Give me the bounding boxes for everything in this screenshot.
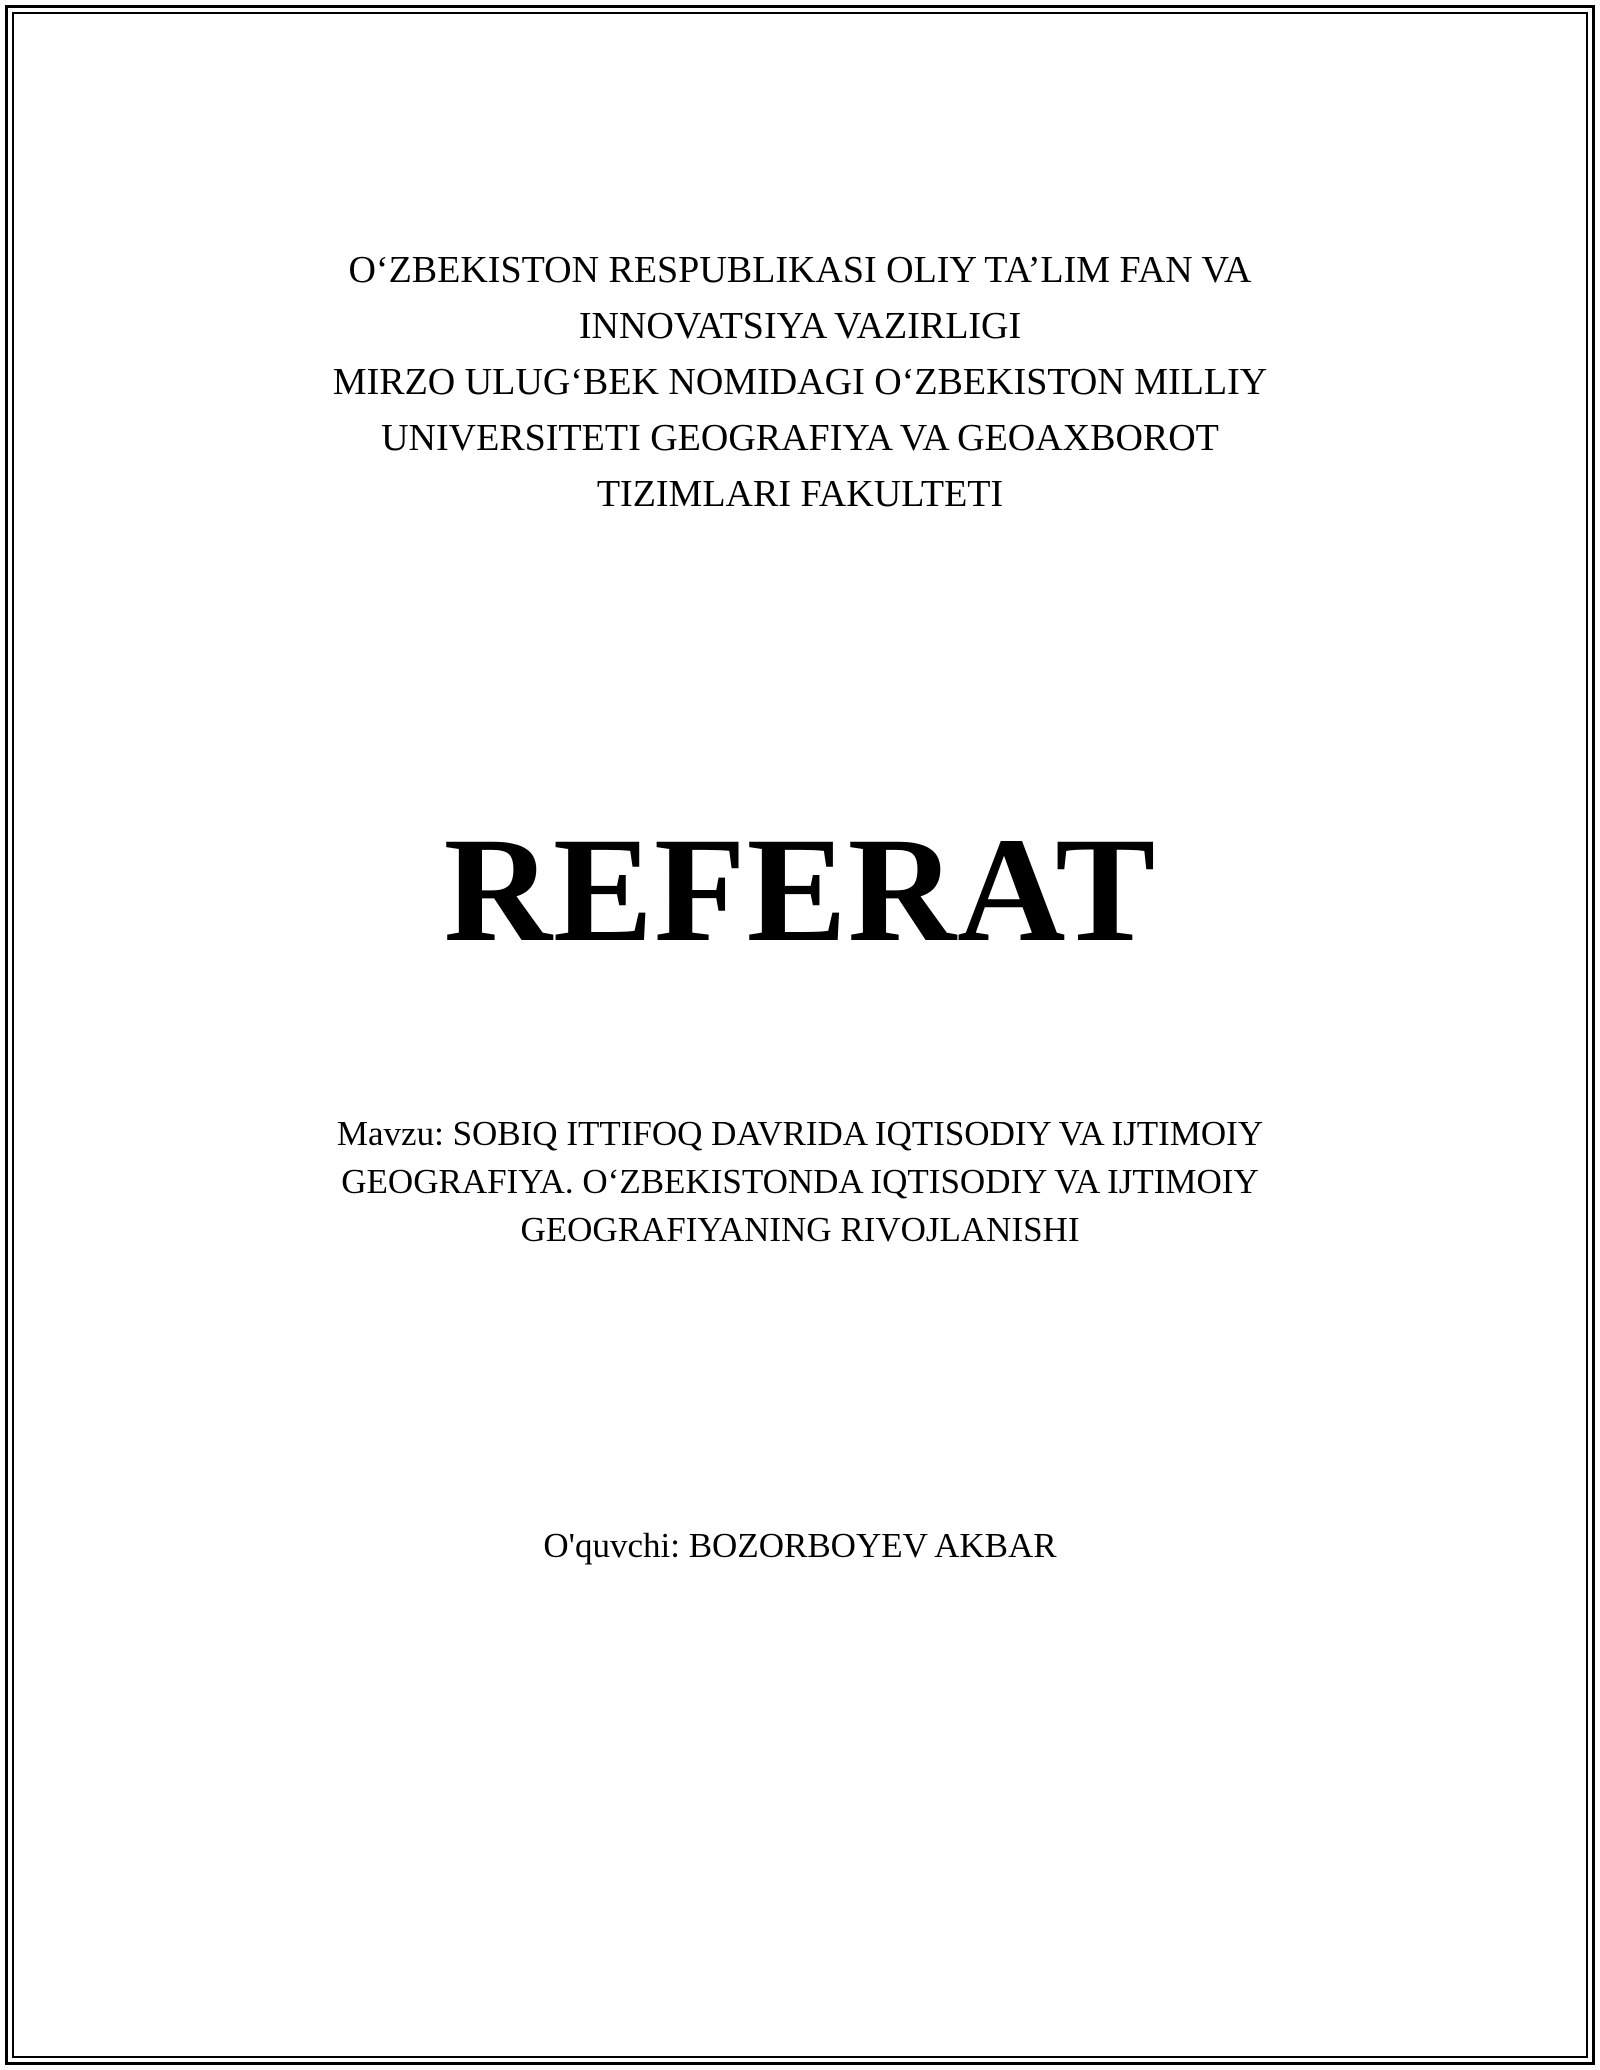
header-line: INNOVATSIYA VAZIRLIGI: [578, 305, 1022, 347]
topic-block: [200, 1110, 1400, 1254]
header-line: O‘ZBEKISTON RESPUBLIKASI OLIY TA’LIM FAN VA: [348, 249, 1252, 291]
topic-line: Mavzu: SOBIQ ITTIFOQ DAVRIDA IQTISODIY VA IJTIMOIY: [336, 1114, 1264, 1153]
student-name: O'quvchi: BOZORBOYEV AKBAR: [543, 1526, 1057, 1565]
header-line: TIZIMLARI FAKULTETI: [596, 473, 1004, 515]
topic-line: GEOGRAFIYA. O‘ZBEKISTONDA IQTISODIY VA IJTIMOIY: [341, 1162, 1259, 1201]
topic-line: GEOGRAFIYANING RIVOJLANISHI: [520, 1210, 1080, 1249]
header-line: UNIVERSITETI GEOGRAFIYA VA GEOAXBOROT: [381, 417, 1219, 459]
header-line: MIRZO ULUG‘BEK NOMIDAGI O‘ZBEKISTON MILLIY: [332, 361, 1268, 403]
institution-header: [200, 242, 1400, 522]
document-type-title: REFERAT: [443, 807, 1157, 973]
